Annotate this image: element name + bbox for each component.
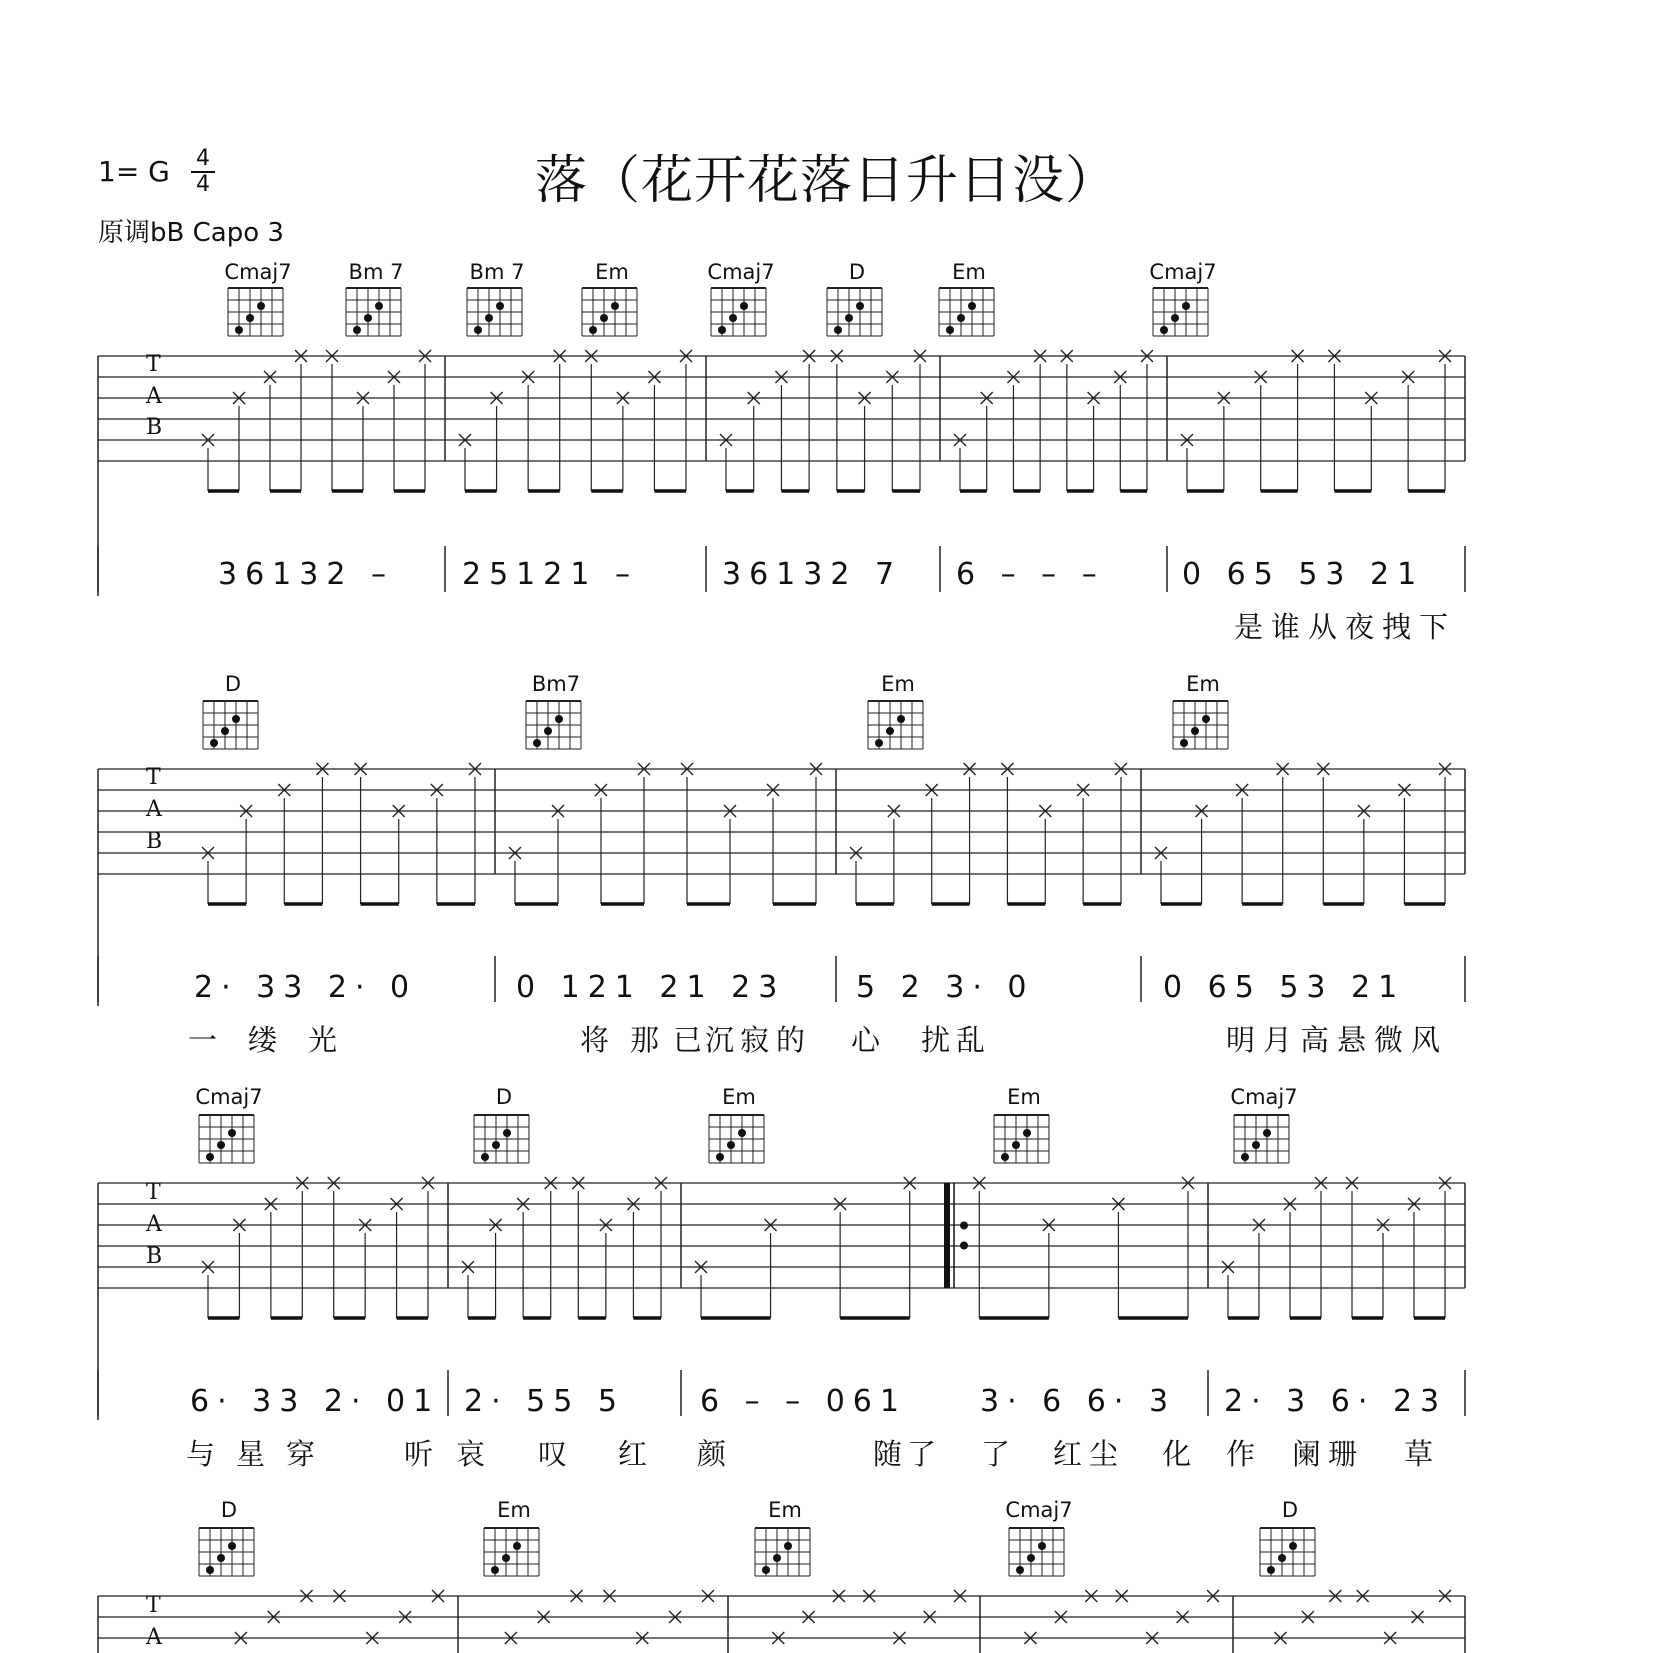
chord-finger-dot xyxy=(533,739,541,747)
chord-finger-dot xyxy=(1023,1129,1031,1137)
lyric-text: 作 xyxy=(1226,1437,1264,1471)
jianpu-measure: 25121 – xyxy=(462,557,638,592)
chord-name: Em xyxy=(952,260,986,284)
lyric-text: 草 xyxy=(1404,1437,1442,1471)
lyric-text: 将 xyxy=(580,1023,618,1057)
lyric-text: 阑 xyxy=(1292,1437,1330,1471)
chord-name: Cmaj7 xyxy=(1230,1085,1298,1109)
chord-finger-dot xyxy=(611,302,619,310)
chord-finger-dot xyxy=(502,1554,510,1562)
chord-name: D xyxy=(224,672,242,696)
lyric-text: 明月高悬微风 xyxy=(1226,1023,1449,1057)
chord-finger-dot xyxy=(762,1566,770,1574)
lyric-text: 了 xyxy=(981,1437,1019,1471)
chord-finger-dot xyxy=(1263,1129,1271,1137)
chord-finger-dot xyxy=(206,1153,214,1161)
chord-finger-dot xyxy=(1289,1542,1297,1550)
chord-finger-dot xyxy=(364,314,372,322)
chord-finger-dot xyxy=(544,727,552,735)
chord-finger-dot xyxy=(897,715,905,723)
lyric-text: 已 xyxy=(673,1023,711,1057)
chord-finger-dot xyxy=(375,302,383,310)
capo-info: 原调bB Capo 3 xyxy=(98,218,284,248)
lyric-text: 扰 xyxy=(921,1023,959,1057)
chord-finger-dot xyxy=(217,1141,225,1149)
lyric-text: 红 xyxy=(1053,1437,1091,1471)
chord-name: Bm7 xyxy=(531,672,581,696)
chord-name: Cmaj7 xyxy=(224,260,292,284)
chord-finger-dot xyxy=(740,302,748,310)
chord-finger-dot xyxy=(1027,1554,1035,1562)
chord-finger-dot xyxy=(1267,1566,1275,1574)
chord-name: Em xyxy=(497,1498,531,1522)
lyric-text: 尘 xyxy=(1089,1437,1127,1471)
jianpu-measure: 0 65 53 21 xyxy=(1163,970,1406,1005)
tab-letter-t: T xyxy=(146,1180,161,1205)
tab-letter-t: T xyxy=(146,1593,161,1618)
jianpu-measure: 2· 55 5 xyxy=(464,1384,625,1419)
chord-name: Cmaj7 xyxy=(707,260,775,284)
lyric-text: 颜 xyxy=(697,1437,735,1471)
chord-name: Em xyxy=(595,260,629,284)
lyric-text: 穿 xyxy=(286,1437,324,1471)
jianpu-measure: 6 – – – xyxy=(956,557,1105,592)
chord-finger-dot xyxy=(235,326,243,334)
chord-finger-dot xyxy=(729,314,737,322)
chord-name: Cmaj7 xyxy=(1149,260,1217,284)
lyric-text: 一 xyxy=(188,1023,226,1057)
lyric-text: 是谁从夜拽下 xyxy=(1234,610,1457,644)
lyric-text: 珊 xyxy=(1328,1437,1366,1471)
chord-finger-dot xyxy=(957,314,965,322)
jianpu-measure: 6 – – 061 xyxy=(700,1384,907,1419)
lyric-text: 的 xyxy=(776,1023,814,1057)
jianpu-measure: 6· 33 2· 01 xyxy=(190,1384,441,1419)
lyric-text: 乱 xyxy=(956,1023,994,1057)
jianpu-measure: 36132 – xyxy=(218,557,394,592)
lyric-text: 心 xyxy=(851,1023,889,1057)
lyric-text: 听 xyxy=(404,1437,442,1471)
chord-finger-dot xyxy=(1182,302,1190,310)
chord-finger-dot xyxy=(1191,727,1199,735)
chord-finger-dot xyxy=(773,1554,781,1562)
lyric-text: 光 xyxy=(308,1023,346,1057)
chord-finger-dot xyxy=(1278,1554,1286,1562)
chord-name: Bm 7 xyxy=(348,260,404,284)
chord-name: Em xyxy=(768,1498,802,1522)
chord-finger-dot xyxy=(481,1153,489,1161)
lyric-text: 了 xyxy=(907,1437,945,1471)
lyric-text: 化 xyxy=(1162,1437,1200,1471)
chord-finger-dot xyxy=(1016,1566,1024,1574)
chord-finger-dot xyxy=(968,302,976,310)
chord-finger-dot xyxy=(589,326,597,334)
chord-finger-dot xyxy=(474,326,482,334)
chord-finger-dot xyxy=(727,1141,735,1149)
chord-finger-dot xyxy=(1038,1542,1046,1550)
chord-finger-dot xyxy=(246,314,254,322)
chord-finger-dot xyxy=(784,1542,792,1550)
chord-finger-dot xyxy=(485,314,493,322)
jianpu-measure: 0 121 21 23 xyxy=(516,970,786,1005)
chord-finger-dot xyxy=(492,1141,500,1149)
chord-finger-dot xyxy=(1001,1153,1009,1161)
chord-finger-dot xyxy=(228,1542,236,1550)
chord-name: D xyxy=(220,1498,238,1522)
chord-finger-dot xyxy=(353,326,361,334)
chord-finger-dot xyxy=(886,727,894,735)
chord-finger-dot xyxy=(210,739,218,747)
chord-finger-dot xyxy=(946,326,954,334)
tab-letter-a: A xyxy=(146,1212,162,1237)
chord-finger-dot xyxy=(1012,1141,1020,1149)
tab-letter-b: B xyxy=(146,415,163,440)
tab-letter-t: T xyxy=(146,352,161,377)
chord-name: D xyxy=(495,1085,513,1109)
chord-finger-dot xyxy=(1252,1141,1260,1149)
jianpu-measure: 36132 7 xyxy=(722,557,903,592)
jianpu-measure: 3· 6 6· 3 xyxy=(980,1384,1177,1419)
tab-letter-b: B xyxy=(146,829,163,854)
chord-finger-dot xyxy=(491,1566,499,1574)
lyric-text: 沉 xyxy=(705,1023,743,1057)
song-title: 落（花开花落日升日没） xyxy=(534,151,1118,211)
chord-finger-dot xyxy=(503,1129,511,1137)
tab-letter-a: A xyxy=(146,384,162,409)
chord-finger-dot xyxy=(257,302,265,310)
lyric-text: 星 xyxy=(236,1437,274,1471)
repeat-dot xyxy=(960,1242,968,1250)
chord-finger-dot xyxy=(845,314,853,322)
chord-name: Em xyxy=(722,1085,756,1109)
chord-finger-dot xyxy=(600,314,608,322)
tab-letter-a: A xyxy=(146,1625,162,1650)
lyric-text: 哀 xyxy=(456,1437,494,1471)
lyric-text: 叹 xyxy=(538,1437,576,1471)
chord-finger-dot xyxy=(875,739,883,747)
jianpu-measure: 2· 33 2· 0 xyxy=(194,970,418,1005)
chord-finger-dot xyxy=(513,1542,521,1550)
chord-finger-dot xyxy=(856,302,864,310)
tab-letter-a: A xyxy=(146,797,162,822)
repeat-thick-bar xyxy=(944,1183,950,1288)
jianpu-measure: 5 2 3· 0 xyxy=(856,970,1035,1005)
chord-name: D xyxy=(848,260,866,284)
jianpu-measure: 0 65 53 21 xyxy=(1182,557,1425,592)
chord-finger-dot xyxy=(1241,1153,1249,1161)
chord-name: Em xyxy=(1007,1085,1041,1109)
repeat-dot xyxy=(960,1222,968,1230)
lyric-text: 随 xyxy=(873,1437,911,1471)
lyric-text: 那 xyxy=(630,1023,668,1057)
chord-finger-dot xyxy=(1160,326,1168,334)
tab-letter-t: T xyxy=(146,765,161,790)
chord-finger-dot xyxy=(221,727,229,735)
chord-name: Cmaj7 xyxy=(195,1085,263,1109)
chord-finger-dot xyxy=(206,1566,214,1574)
chord-name: D xyxy=(1281,1498,1299,1522)
chord-finger-dot xyxy=(228,1129,236,1137)
jianpu-measure: 2· 3 6· 23 xyxy=(1224,1384,1448,1419)
chord-name: Cmaj7 xyxy=(1005,1498,1073,1522)
tab-letter-b: B xyxy=(146,1244,163,1269)
chord-finger-dot xyxy=(1202,715,1210,723)
chord-name: Em xyxy=(881,672,915,696)
chord-finger-dot xyxy=(496,302,504,310)
chord-finger-dot xyxy=(1171,314,1179,322)
chord-name: Em xyxy=(1186,672,1220,696)
lyric-text: 寂 xyxy=(740,1023,778,1057)
chord-finger-dot xyxy=(716,1153,724,1161)
chord-name: Bm 7 xyxy=(469,260,525,284)
chord-finger-dot xyxy=(1180,739,1188,747)
lyric-text: 红 xyxy=(618,1437,656,1471)
chord-finger-dot xyxy=(217,1554,225,1562)
lyric-text: 与 xyxy=(186,1437,224,1471)
lyric-text: 缕 xyxy=(248,1023,286,1057)
chord-finger-dot xyxy=(738,1129,746,1137)
key-signature: 1= G xyxy=(98,155,170,188)
chord-finger-dot xyxy=(232,715,240,723)
chord-finger-dot xyxy=(718,326,726,334)
time-signature-bottom: 4 xyxy=(196,172,210,197)
chord-finger-dot xyxy=(834,326,842,334)
time-signature-top: 4 xyxy=(191,147,215,173)
chord-finger-dot xyxy=(555,715,563,723)
